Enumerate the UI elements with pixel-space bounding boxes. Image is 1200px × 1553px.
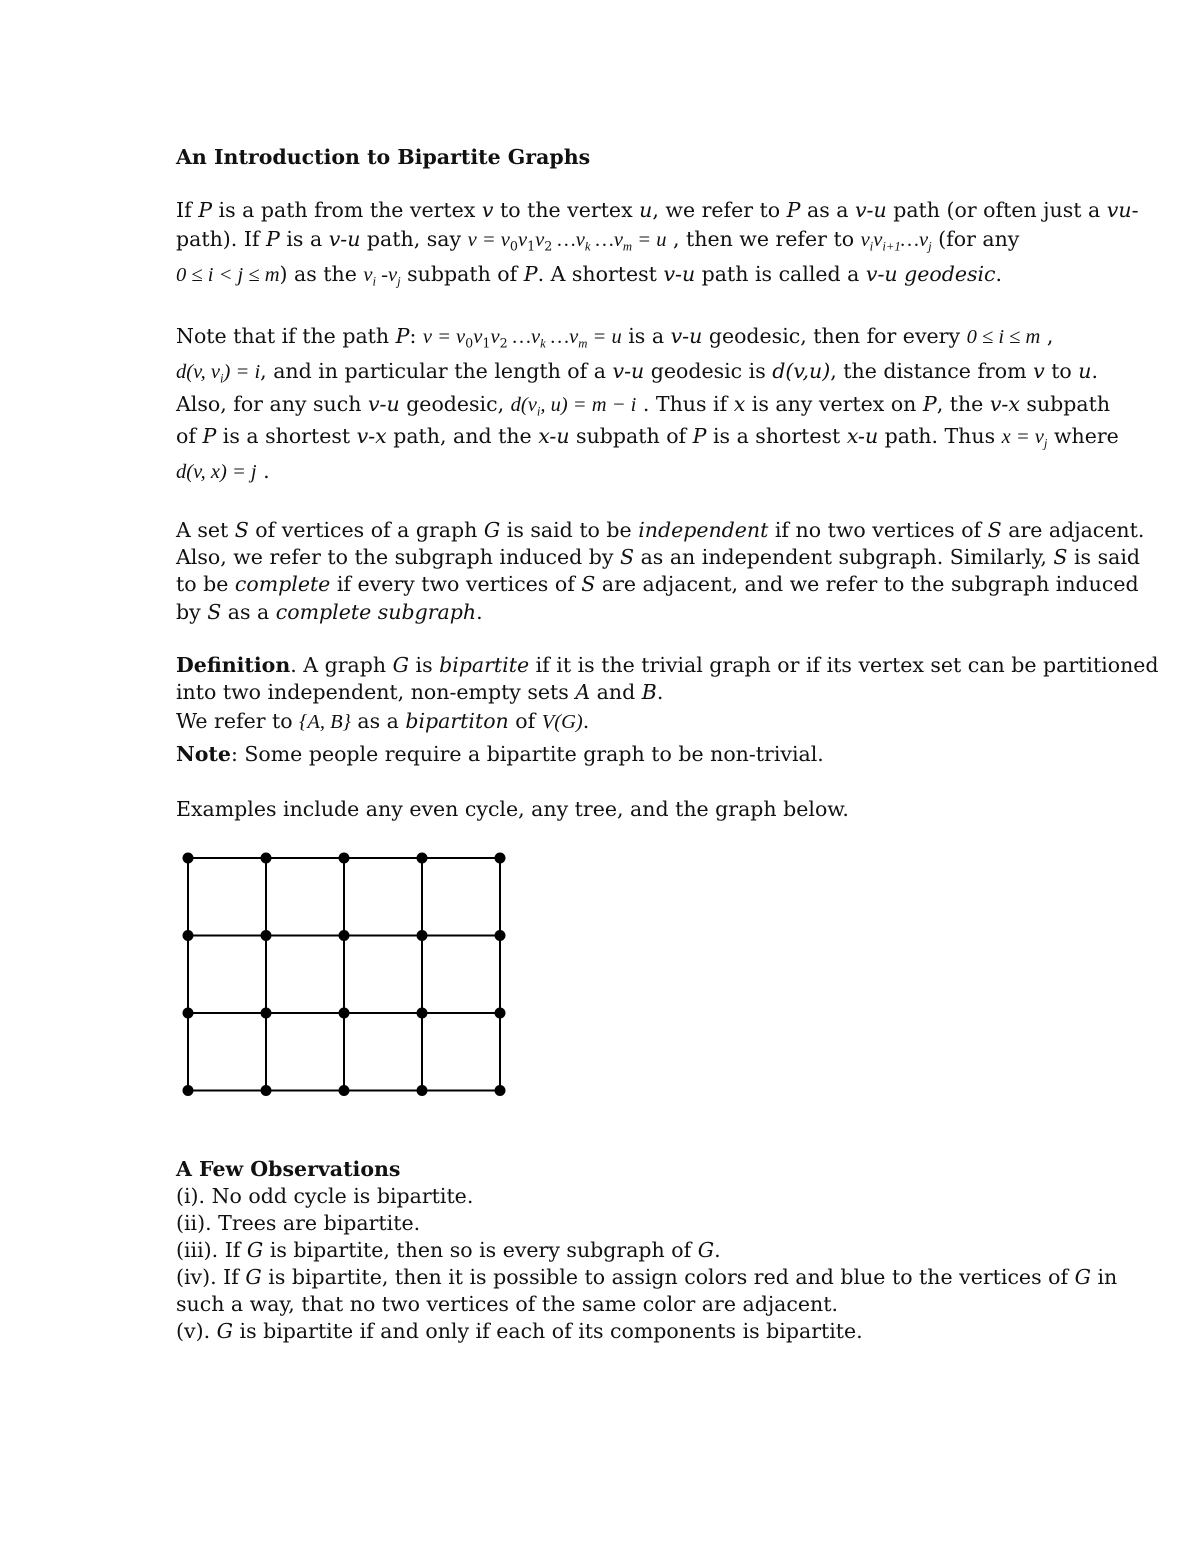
grid-vertex-1-3	[417, 930, 428, 941]
grid-vertex-1-2	[339, 930, 350, 941]
grid-vertex-1-4	[495, 930, 506, 941]
grid-vertex-2-2	[339, 1008, 350, 1019]
p3-line-4: by S as a complete subgraph.	[176, 600, 483, 624]
grid-vertex-3-0	[183, 1085, 194, 1096]
p2-line-3: Also, for any such v-u geodesic, $d(v_i$, u) = m − i . Thus if x is any vertex on P, the v-x subpath	[176, 392, 1111, 419]
examples-line: Examples include any even cycle, any tree, and the graph below.	[176, 797, 849, 821]
observations-heading: A Few Observations	[176, 1157, 401, 1181]
grid-vertex-2-1	[261, 1008, 272, 1019]
p1-line-2: path). If P is a v-u path, say $v = v_0v_1v_2$ $\dots v_k$ $\dots v_m = u$ , then we refer to $v_iv_{i+1}\dots v_j$ (for any	[176, 227, 1020, 254]
p3-line-2: Also, we refer to the subgraph induced by S as an independent subgraph. Similarly, S is said	[176, 545, 1140, 569]
p1-line-3: 0 ≤ i < j ≤ m) as the $v_i$ $-v_j$ subpath of P. A shortest v-u path is called a v-u geodesic.	[176, 262, 1003, 289]
observation-4: (iv). If G is bipartite, then it is possible to assign colors red and blue to the vertices of G in	[176, 1265, 1118, 1289]
observation-2: (ii). Trees are bipartite.	[176, 1211, 421, 1235]
p2-line-1: Note that if the path P: $v = v_0v_1v_2$ $\dots v_k$ $\dots v_m = u$ is a v-u geodesic, then for every 0 ≤ i ≤ m ,	[176, 324, 1054, 351]
p3-line-3: to be complete if every two vertices of S are adjacent, and we refer to the subgraph induced	[176, 572, 1139, 596]
grid-vertex-0-3	[417, 853, 428, 864]
p2-line-2: d(v, $v_i) = i$, and in particular the length of a v-u geodesic is d(v,u), the distance from v to u.	[176, 359, 1099, 386]
grid-vertex-2-0	[183, 1008, 194, 1019]
p2-line-4: of P is a shortest v-x path, and the x-u subpath of P is a shortest x-u path. Thus $x = v_j$ where	[176, 424, 1119, 451]
definition-line-3: We refer to {A, B} as a bipartiton of V(G).	[176, 709, 590, 733]
grid-vertex-1-1	[261, 930, 272, 941]
grid-vertex-2-4	[495, 1008, 506, 1019]
grid-vertex-3-1	[261, 1085, 272, 1096]
grid-vertex-1-0	[183, 930, 194, 941]
grid-vertex-0-4	[495, 853, 506, 864]
definition-line-2: into two independent, non-empty sets A and B.	[176, 680, 664, 704]
observation-3: (iii). If G is bipartite, then so is every subgraph of G.	[176, 1238, 721, 1262]
grid-vertex-3-2	[339, 1085, 350, 1096]
observation-1: (i). No odd cycle is bipartite.	[176, 1184, 474, 1208]
grid-vertex-0-0	[183, 853, 194, 864]
p3-line-1: A set S of vertices of a graph G is said to be independent if no two vertices of S are adjacent.	[176, 518, 1145, 542]
grid-vertex-0-2	[339, 853, 350, 864]
page-title: An Introduction to Bipartite Graphs	[176, 145, 591, 169]
p2-line-5: d(v, x) = j .	[176, 459, 270, 483]
observation-5: (v). G is bipartite if and only if each of its components is bipartite.	[176, 1319, 863, 1343]
observation-4-continued: such a way, that no two vertices of the same color are adjacent.	[176, 1292, 838, 1316]
grid-vertex-0-1	[261, 853, 272, 864]
definition-line-1: Definition. A graph G is bipartite if it is the trivial graph or if its vertex set can be partitioned	[176, 653, 1159, 677]
grid-vertex-2-3	[417, 1008, 428, 1019]
grid-vertex-3-4	[495, 1085, 506, 1096]
grid-vertex-3-3	[417, 1085, 428, 1096]
note-line: Note: Some people require a bipartite graph to be non-trivial.	[176, 742, 824, 766]
p1-line-1: If P is a path from the vertex v to the vertex u, we refer to P as a v-u path (or often just a vu-	[176, 198, 1139, 222]
